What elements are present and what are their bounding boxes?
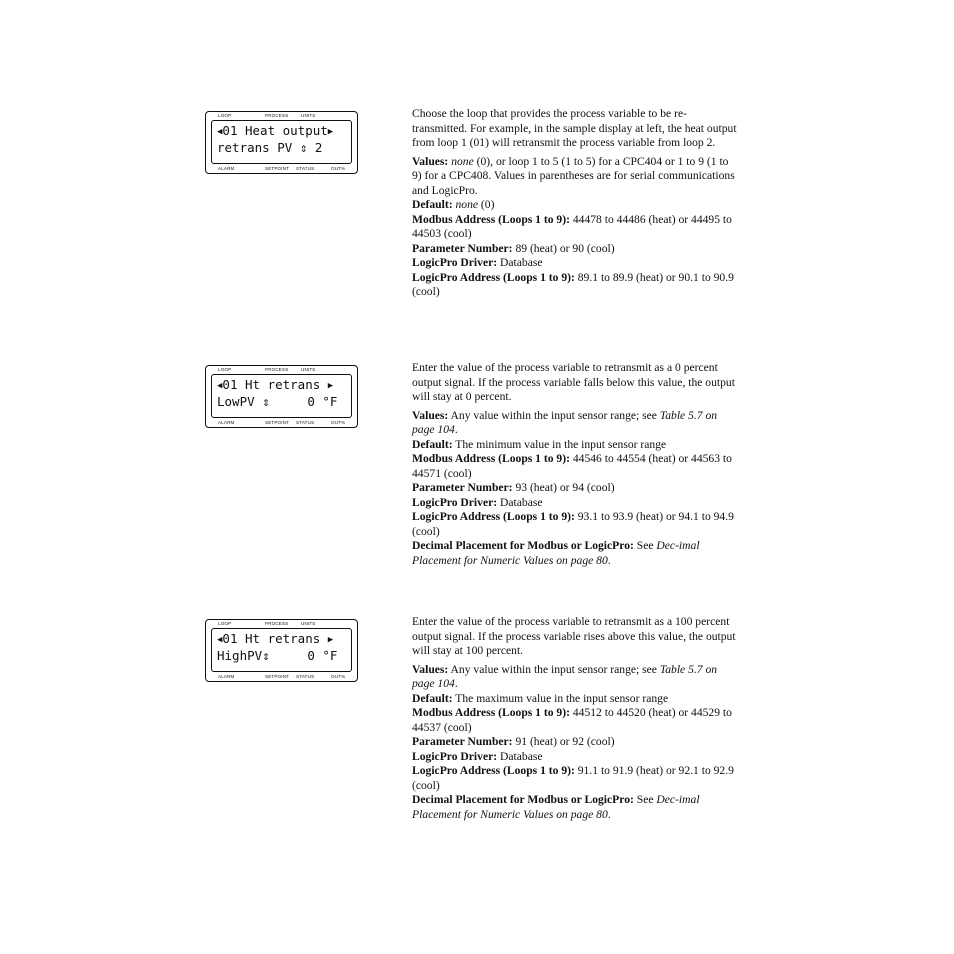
lcd-label-alarm: ALARM	[218, 166, 235, 171]
lcd-label-out: OUT%	[331, 166, 346, 171]
lcd-label-units: UNITS	[301, 621, 316, 626]
decimal-placement-link[interactable]: Dec-imal Placement for Numeric Values on page 80	[412, 539, 700, 567]
lcd-line-1-text: 01 Ht retrans	[222, 377, 328, 392]
intro-paragraph: Enter the value of the process variable to retransmit as a 0 percent output signal. If the process variable falls below this value, the output will stay at 0 percent.	[412, 361, 735, 403]
lcd-top-labels	[205, 113, 358, 119]
logicpro-driver-line: LogicPro Driver: Database	[412, 495, 543, 509]
lcd-label-process: PROCESS	[265, 621, 289, 626]
right-arrow-icon: ▶	[327, 635, 334, 645]
up-down-arrow-icon: ⇕	[262, 648, 270, 663]
lcd-line-1	[217, 631, 347, 647]
default-line: Default: The minimum value in the input sensor range	[412, 437, 667, 451]
lcd-bottom-labels	[205, 674, 358, 680]
lcd-line-1	[217, 377, 347, 393]
lcd-label-out: OUT%	[331, 674, 346, 679]
decimal-placement-link[interactable]: Dec-imal Placement for Numeric Values on page 80	[412, 793, 700, 821]
parameter-number-line: Parameter Number: 89 (heat) or 90 (cool)	[412, 241, 615, 255]
lcd-top-labels	[205, 367, 358, 373]
default-line: Default: The maximum value in the input sensor range	[412, 691, 669, 705]
lcd-label-process: PROCESS	[265, 113, 289, 118]
logicpro-address-line: LogicPro Address (Loops 1 to 9): 93.1 to 93.9 (heat) or 94.1 to 94.9 (cool)	[412, 510, 734, 538]
lcd-label-process: PROCESS	[265, 367, 289, 372]
lcd-label-setpoint: SETPOINT	[265, 420, 290, 425]
left-arrow-icon: ◀	[217, 635, 223, 645]
lcd-label-out: OUT%	[331, 420, 346, 425]
lcd-label-alarm: ALARM	[218, 420, 235, 425]
values-line: Values: Any value within the input sensor range; see Table 5.7 on page 104.	[412, 408, 718, 436]
lcd-line-1-text: 01 Ht retrans	[222, 631, 328, 646]
modbus-address-line: Modbus Address (Loops 1 to 9): 44478 to 44486 (heat) or 44495 to 44503 (cool)	[412, 212, 732, 240]
lcd-bottom-labels	[205, 420, 358, 426]
lcd-screen	[211, 120, 352, 164]
lcd-label-setpoint: SETPOINT	[265, 166, 290, 171]
lcd-line-2-value: 0 °F	[269, 648, 338, 663]
lcd-screen	[211, 628, 352, 672]
lcd-line-2-label: retrans PV	[217, 140, 300, 155]
intro-paragraph: Choose the loop that provides the process variable to be re-transmitted. For example, in the sample display at left, the heat output from loop 1 (01) will retransmit the process variable from loop 2.	[412, 107, 737, 149]
lcd-screen	[211, 374, 352, 418]
lcd-label-loop: LOOP	[218, 367, 232, 372]
values-line: Values: Any value within the input sensor range; see Table 5.7 on page 104.	[412, 662, 718, 690]
lcd-label-setpoint: SETPOINT	[265, 674, 290, 679]
lcd-line-2	[217, 648, 347, 664]
logicpro-address-line: LogicPro Address (Loops 1 to 9): 91.1 to 91.9 (heat) or 92.1 to 92.9 (cool)	[412, 764, 734, 792]
parameter-description-retrans-pv	[412, 107, 740, 300]
lcd-label-loop: LOOP	[218, 621, 232, 626]
lcd-label-units: UNITS	[301, 367, 316, 372]
lcd-label-status: STATUS	[296, 420, 315, 425]
lcd-display-heat-output	[205, 111, 358, 174]
parameter-description-low-pv	[412, 361, 740, 568]
lcd-line-2-label: LowPV	[217, 394, 263, 409]
lcd-line-2-label: HighPV	[217, 648, 263, 663]
decimal-placement-line: Decimal Placement for Modbus or LogicPro: See Dec-imal Placement for Numeric Values on page 80.	[412, 539, 700, 567]
logicpro-driver-line: LogicPro Driver: Database	[412, 256, 543, 269]
lcd-display-low-pv	[205, 365, 358, 428]
lcd-line-2	[217, 394, 347, 410]
intro-paragraph: Enter the value of the process variable to retransmit as a 100 percent output signal. If the process variable rises above this value, the output will stay at 100 percent.	[412, 615, 736, 657]
lcd-label-status: STATUS	[296, 166, 315, 171]
lcd-line-2-value: 2	[307, 140, 323, 155]
left-arrow-icon: ◀	[217, 381, 223, 391]
lcd-label-loop: LOOP	[218, 113, 232, 118]
lcd-top-labels	[205, 621, 358, 627]
up-down-arrow-icon: ⇕	[262, 394, 270, 409]
parameter-description-high-pv	[412, 615, 740, 822]
lcd-bottom-labels	[205, 166, 358, 172]
values-line: Values: none (0), or loop 1 to 5 (1 to 5) for a CPC404 or 1 to 9 (1 to 9) for a CPC408. Values in parentheses are for serial communications and LogicPro.	[412, 154, 735, 197]
lcd-label-units: UNITS	[301, 113, 316, 118]
up-down-arrow-icon: ⇕	[299, 140, 308, 155]
right-arrow-icon: ▶	[327, 381, 334, 391]
parameter-number-line: Parameter Number: 91 (heat) or 92 (cool)	[412, 735, 615, 748]
logicpro-driver-line: LogicPro Driver: Database	[412, 749, 543, 763]
right-arrow-icon: ▶	[327, 127, 334, 137]
default-line: Default: none (0)	[412, 198, 495, 211]
left-arrow-icon: ◀	[217, 127, 223, 137]
lcd-label-alarm: ALARM	[218, 674, 235, 679]
lcd-line-1	[217, 123, 347, 139]
lcd-label-status: STATUS	[296, 674, 315, 679]
lcd-line-2-value: 0 °F	[269, 394, 338, 409]
parameter-number-line: Parameter Number: 93 (heat) or 94 (cool)	[412, 481, 615, 494]
lcd-display-high-pv	[205, 619, 358, 682]
logicpro-address-line: LogicPro Address (Loops 1 to 9): 89.1 to 89.9 (heat) or 90.1 to 90.9 (cool)	[412, 270, 734, 298]
lcd-line-2	[217, 140, 347, 156]
modbus-address-line: Modbus Address (Loops 1 to 9): 44512 to 44520 (heat) or 44529 to 44537 (cool)	[412, 706, 732, 734]
modbus-address-line: Modbus Address (Loops 1 to 9): 44546 to 44554 (heat) or 44563 to 44571 (cool)	[412, 452, 732, 480]
lcd-line-1-text: 01 Heat output	[222, 123, 328, 138]
decimal-placement-line: Decimal Placement for Modbus or LogicPro: See Dec-imal Placement for Numeric Values on page 80.	[412, 793, 700, 821]
